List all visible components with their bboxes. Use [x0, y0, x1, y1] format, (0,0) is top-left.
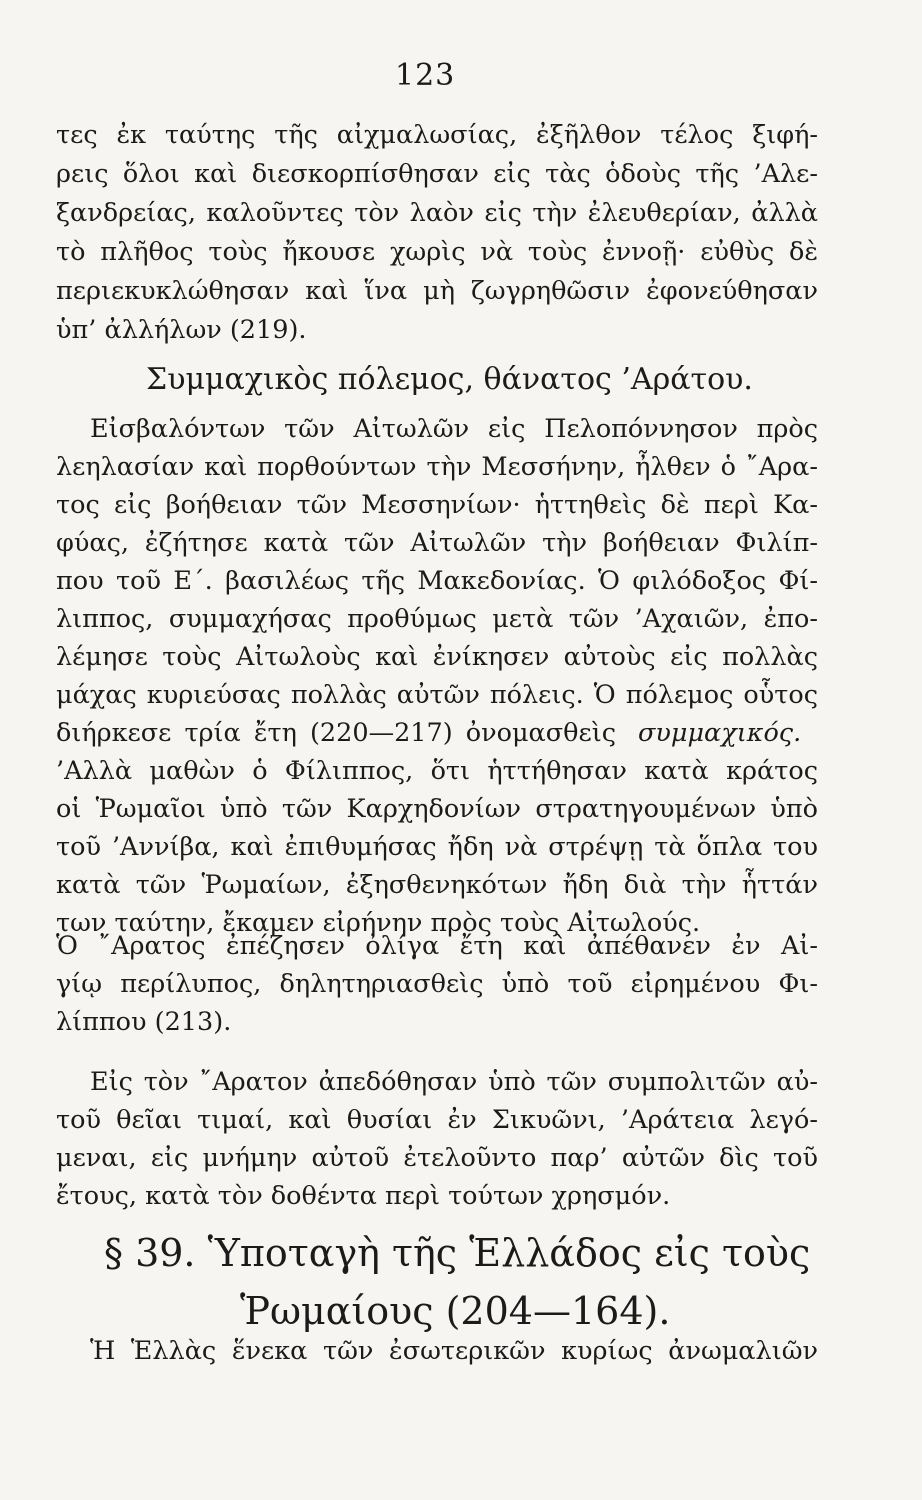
- text-line: ἔτους, κατὰ τὸν δοθέντα περὶ τούτων χρησμόν.: [56, 1181, 671, 1211]
- text-line: Εἰσβαλόντων τῶν Αἰτωλῶν εἰς Πελοπόννησον πρὸς: [90, 414, 818, 444]
- italic-term: συμμαχικός.: [638, 718, 802, 748]
- text-line: Εἰς τὸν ῎Αρατον ἀπεδόθησαν ὑπὸ τῶν συμπολιτῶν αὐ-: [90, 1067, 818, 1097]
- text-line: τὸ πλῆθος τοὺς ἤκουσε χωρὶς νὰ τοὺς ἐννοῇ· εὐθὺς δὲ: [56, 237, 818, 267]
- subheading: Συμμαχικὸς πόλεμος, θάνατος ’Αράτου.: [146, 362, 753, 397]
- text-line: μεναι, εἰς μνήμην αὐτοῦ ἐτελοῦντο παρ’ αὐτῶν δὶς τοῦ: [56, 1143, 818, 1173]
- text-line: Ὁ ῎Αρατος ἐπέζησεν ὀλίγα ἔτη καὶ ἀπέθανεν ἐν Αἰ-: [56, 931, 818, 961]
- text-line: περιεκυκλώθησαν καὶ ἵνα μὴ ζωγρηθῶσιν ἐφονεύθησαν: [56, 276, 818, 306]
- text-line: οἱ Ῥωμαῖοι ὑπὸ τῶν Καρχηδονίων στρατηγουμένων ὑπὸ: [56, 794, 818, 824]
- page-number: 123: [395, 58, 456, 93]
- text-line: ρεις ὅλοι καὶ διεσκορπίσθησαν εἰς τὰς ὁδοὺς τῆς ’Αλε-: [56, 159, 818, 189]
- text-line: λίππου (213).: [56, 1007, 232, 1037]
- text-line: γίῳ περίλυπος, δηλητηριασθεὶς ὑπὸ τοῦ εἰρημένου Φι-: [56, 969, 818, 999]
- text-line: διήρκεσε τρία ἔτη (220—217) ὀνομασθεὶς: [56, 718, 616, 748]
- text-line: τοῦ θεῖαι τιμαί, καὶ θυσίαι ἐν Σικυῶνι, ’Αράτεια λεγό-: [56, 1105, 818, 1135]
- text-line: των ταύτην, ἔκαμεν εἰρήνην πρὸς τοὺς Αἰτωλούς.: [56, 908, 701, 938]
- text-line: λεηλασίαν καὶ πορθούντων τὴν Μεσσήνην, ἦλθεν ὁ ῎Αρα-: [56, 452, 818, 482]
- text-line: λέμησε τοὺς Αἰτωλοὺς καὶ ἐνίκησεν αὐτοὺς εἰς πολλὰς: [56, 642, 818, 672]
- section-heading-continued: Ῥωμαίους (204—164).: [240, 1289, 671, 1333]
- section-heading: § 39. Ὑποταγὴ τῆς Ἑλλάδος εἰς τοὺς: [104, 1231, 811, 1275]
- text-line: λιππος, συμμαχήσας προθύμως μετὰ τῶν ’Αχαιῶν, ἐπο-: [56, 604, 818, 634]
- text-line: ’Αλλὰ μαθὼν ὁ Φίλιππος, ὅτι ἡττήθησαν κατὰ κράτος: [56, 756, 818, 786]
- text-line: Ἡ Ἑλλὰς ἕνεκα τῶν ἐσωτερικῶν κυρίως ἀνωμαλιῶν: [90, 1336, 818, 1366]
- text-line: που τοῦ Ε΄. βασιλέως τῆς Μακεδονίας. Ὁ φιλόδοξος Φί-: [56, 566, 818, 596]
- text-line: φύας, ἐζήτησε κατὰ τῶν Αἰτωλῶν τὴν βοήθειαν Φιλίπ-: [56, 528, 818, 558]
- text-line: τες ἐκ ταύτης τῆς αἰχμαλωσίας, ἐξῆλθον τέλος ξιφή-: [56, 120, 818, 150]
- text-line: τοῦ ’Αννίβα, καὶ ἐπιθυμήσας ἤδη νὰ στρέψῃ τὰ ὅπλα του: [56, 832, 818, 862]
- text-line: μάχας κυριεύσας πολλὰς αὐτῶν πόλεις. Ὁ πόλεμος οὗτος: [56, 680, 818, 710]
- text-line: κατὰ τῶν Ῥωμαίων, ἐξησθενηκότων ἤδη διὰ τὴν ἧττάν: [56, 870, 818, 900]
- text-line: ὑπ’ ἀλλήλων (219).: [56, 315, 307, 345]
- text-line: τος εἰς βοήθειαν τῶν Μεσσηνίων· ἡττηθεὶς δὲ περὶ Κα-: [56, 490, 818, 520]
- text-line: ξανδρείας, καλοῦντες τὸν λαὸν εἰς τὴν ἐλευθερίαν, ἀλλὰ: [56, 198, 818, 228]
